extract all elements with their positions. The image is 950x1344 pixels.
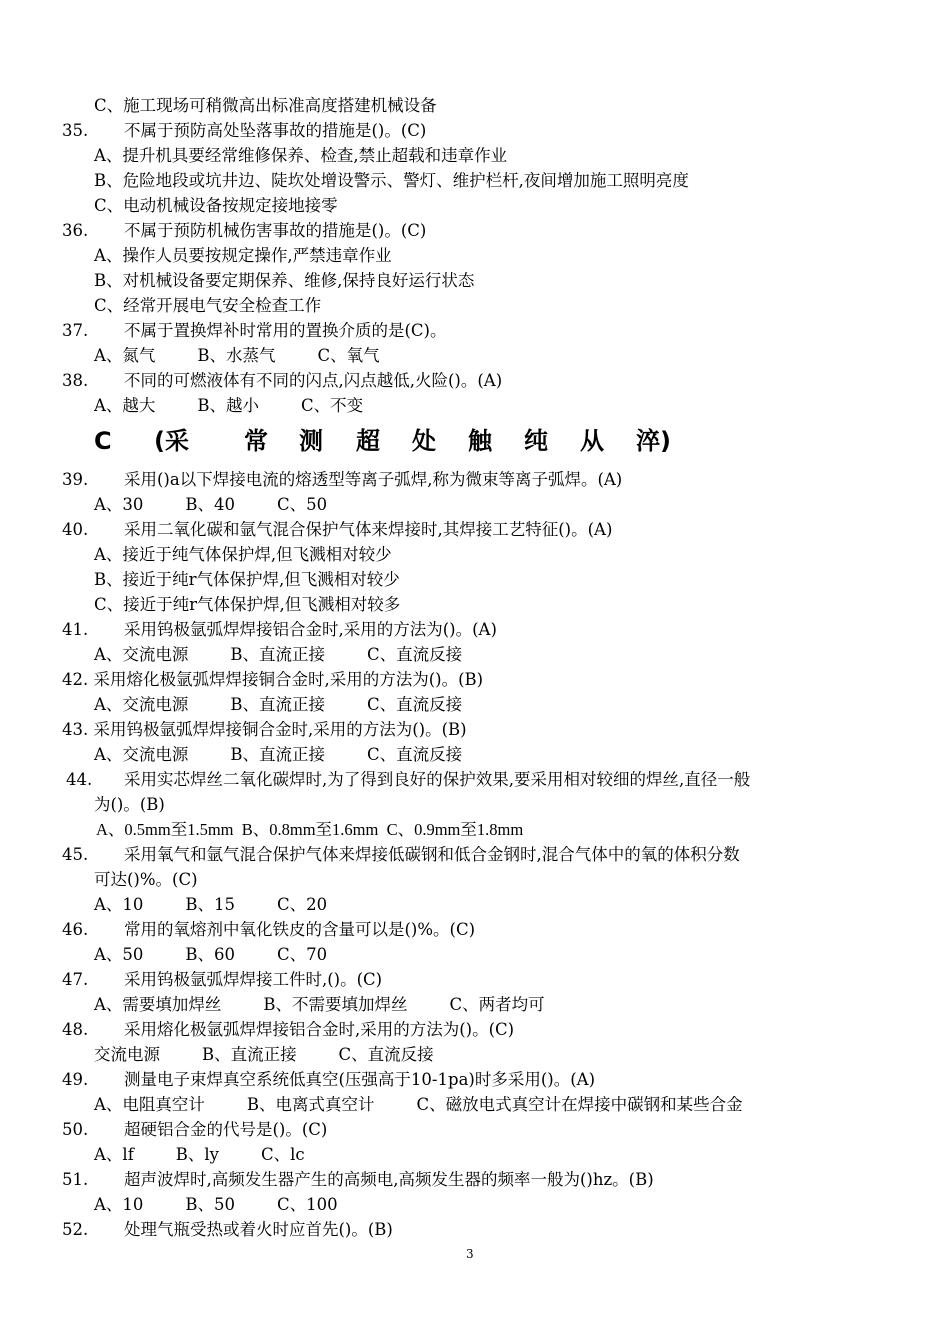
option-line: A、10 B、50 C、100 xyxy=(94,1195,338,1214)
question-text: 采用钨极氩弧焊焊接工件时,()。(C) xyxy=(124,970,383,989)
option-line: B、接近于纯r气体保护焊,但飞溅相对较少 xyxy=(94,570,400,589)
question-text: 采用二氧化碳和氩气混合保护气体来焊接时,其焊接工艺特征()。(A) xyxy=(124,520,613,539)
question-number: 37. xyxy=(62,321,89,340)
option-line: A、交流电源 B、直流正接 C、直流反接 xyxy=(94,745,463,764)
question-text: 超声波焊时,高频发生器产生的高频电,高频发生器的频率一般为()hz。(B) xyxy=(124,1170,654,1189)
option-line: A、交流电源 B、直流正接 C、直流反接 xyxy=(94,695,463,714)
question-number: 46. xyxy=(62,920,89,939)
question-text: 采用熔化极氩弧焊焊接铝合金时,采用的方法为()。(C) xyxy=(124,1020,515,1039)
question-number: 45. xyxy=(62,845,89,864)
option-line: C、电动机械设备按规定接地接零 xyxy=(94,196,338,215)
question-number: 39. xyxy=(62,470,89,489)
question-text-continued: 为()。(B) xyxy=(94,795,165,814)
option-line: A、提升机具要经常维修保养、检查,禁止超载和违章作业 xyxy=(94,146,508,165)
heading-char: 测 xyxy=(299,427,323,455)
question-number: 50. xyxy=(62,1120,89,1139)
question-text: 采用实芯焊丝二氧化碳焊时,为了得到良好的保护效果,要采用相对较细的焊丝,直径一般 xyxy=(124,770,751,789)
heading-char: (采 xyxy=(154,427,189,455)
option-line: A、50 B、60 C、70 xyxy=(94,945,328,964)
option-line: A、接近于纯气体保护焊,但飞溅相对较少 xyxy=(94,545,392,564)
question-text: 不同的可燃液体有不同的闪点,闪点越低,火险()。(A) xyxy=(124,371,503,390)
question-number: 40. xyxy=(62,520,89,539)
question-number: 36. xyxy=(62,221,89,240)
option-line: C、接近于纯r气体保护焊,但飞溅相对较多 xyxy=(94,595,401,614)
option-line: C、施工现场可稍微高出标准高度搭建机械设备 xyxy=(94,96,437,115)
section-heading xyxy=(94,423,694,459)
question-number: 51. xyxy=(62,1170,89,1189)
question-text-continued: 可达()%。(C) xyxy=(94,870,198,889)
option-line: B、危险地段或坑井边、陡坎处增设警示、警灯、维护栏杆,夜间增加施工照明亮度 xyxy=(94,171,689,190)
question-number: 44. xyxy=(66,770,93,789)
question-text: 42. 采用熔化极氩弧焊焊接铜合金时,采用的方法为()。(B) xyxy=(62,670,484,689)
question-text: 测量电子束焊真空系统低真空(压强高于10-1pa)时多采用()。(A) xyxy=(124,1070,596,1089)
heading-char: 淬) xyxy=(636,427,671,455)
question-number: 41. xyxy=(62,620,89,639)
option-line: 交流电源 B、直流正接 C、直流反接 xyxy=(94,1045,434,1064)
option-line: C、经常开展电气安全检查工作 xyxy=(94,296,322,315)
option-line: B、对机械设备要定期保养、维修,保持良好运行状态 xyxy=(94,271,475,290)
question-number: 38. xyxy=(62,371,89,390)
option-line: A、操作人员要按规定操作,严禁违章作业 xyxy=(94,246,392,265)
question-text: 常用的氧熔剂中氧化铁皮的含量可以是()%。(C) xyxy=(124,920,476,939)
option-line: A、电阻真空计 B、电离式真空计 C、磁放电式真空计在焊接中碳钢和某些合金 xyxy=(94,1095,743,1114)
heading-char: 纯 xyxy=(524,427,548,455)
heading-char: 超 xyxy=(356,427,380,455)
question-text: 43. 采用钨极氩弧焊焊接铜合金时,采用的方法为()。(B) xyxy=(62,720,467,739)
option-line: A、10 B、15 C、20 xyxy=(94,895,328,914)
option-line: A、需要填加焊丝 B、不需要填加焊丝 C、两者均可 xyxy=(94,995,545,1014)
question-number: 47. xyxy=(62,970,89,989)
question-number: 49. xyxy=(62,1070,89,1089)
option-line: A、越大 B、越小 C、不变 xyxy=(94,396,364,415)
question-text: 采用()a以下焊接电流的熔透型等离子弧焊,称为微束等离子弧焊。(A) xyxy=(124,470,623,489)
question-text: 超硬铝合金的代号是()。(C) xyxy=(124,1120,328,1139)
question-number: 48. xyxy=(62,1020,89,1039)
heading-char: C xyxy=(94,427,112,455)
question-text: 采用氧气和氩气混合保护气体来焊接低碳钢和低合金钢时,混合气体中的氧的体积分数 xyxy=(124,845,740,864)
question-number: 35. xyxy=(62,121,89,140)
heading-char: 从 xyxy=(580,427,604,455)
heading-char: 常 xyxy=(244,427,268,455)
option-line: A、30 B、40 C、50 xyxy=(94,495,328,514)
question-number: 52. xyxy=(62,1220,89,1239)
option-line: A、氮气 B、水蒸气 C、氧气 xyxy=(94,346,380,365)
question-text: 不属于预防高处坠落事故的措施是()。(C) xyxy=(124,121,427,140)
question-text: 采用钨极氩弧焊焊接铝合金时,采用的方法为()。(A) xyxy=(124,620,497,639)
question-text: 不属于置换焊补时常用的置换介质的是(C)。 xyxy=(124,321,447,340)
question-text: 不属于预防机械伤害事故的措施是()。(C) xyxy=(124,221,427,240)
heading-char: 处 xyxy=(412,427,436,455)
page-number: 3 xyxy=(466,1247,474,1261)
option-line: A、交流电源 B、直流正接 C、直流反接 xyxy=(94,645,463,664)
option-line: A、0.5mm至1.5mm B、0.8mm至1.6mm C、0.9mm至1.8mm xyxy=(96,820,524,839)
option-line: A、lf B、ly C、lc xyxy=(94,1145,305,1164)
question-text: 处理气瓶受热或着火时应首先()。(B) xyxy=(124,1220,393,1239)
heading-char: 触 xyxy=(468,427,492,455)
